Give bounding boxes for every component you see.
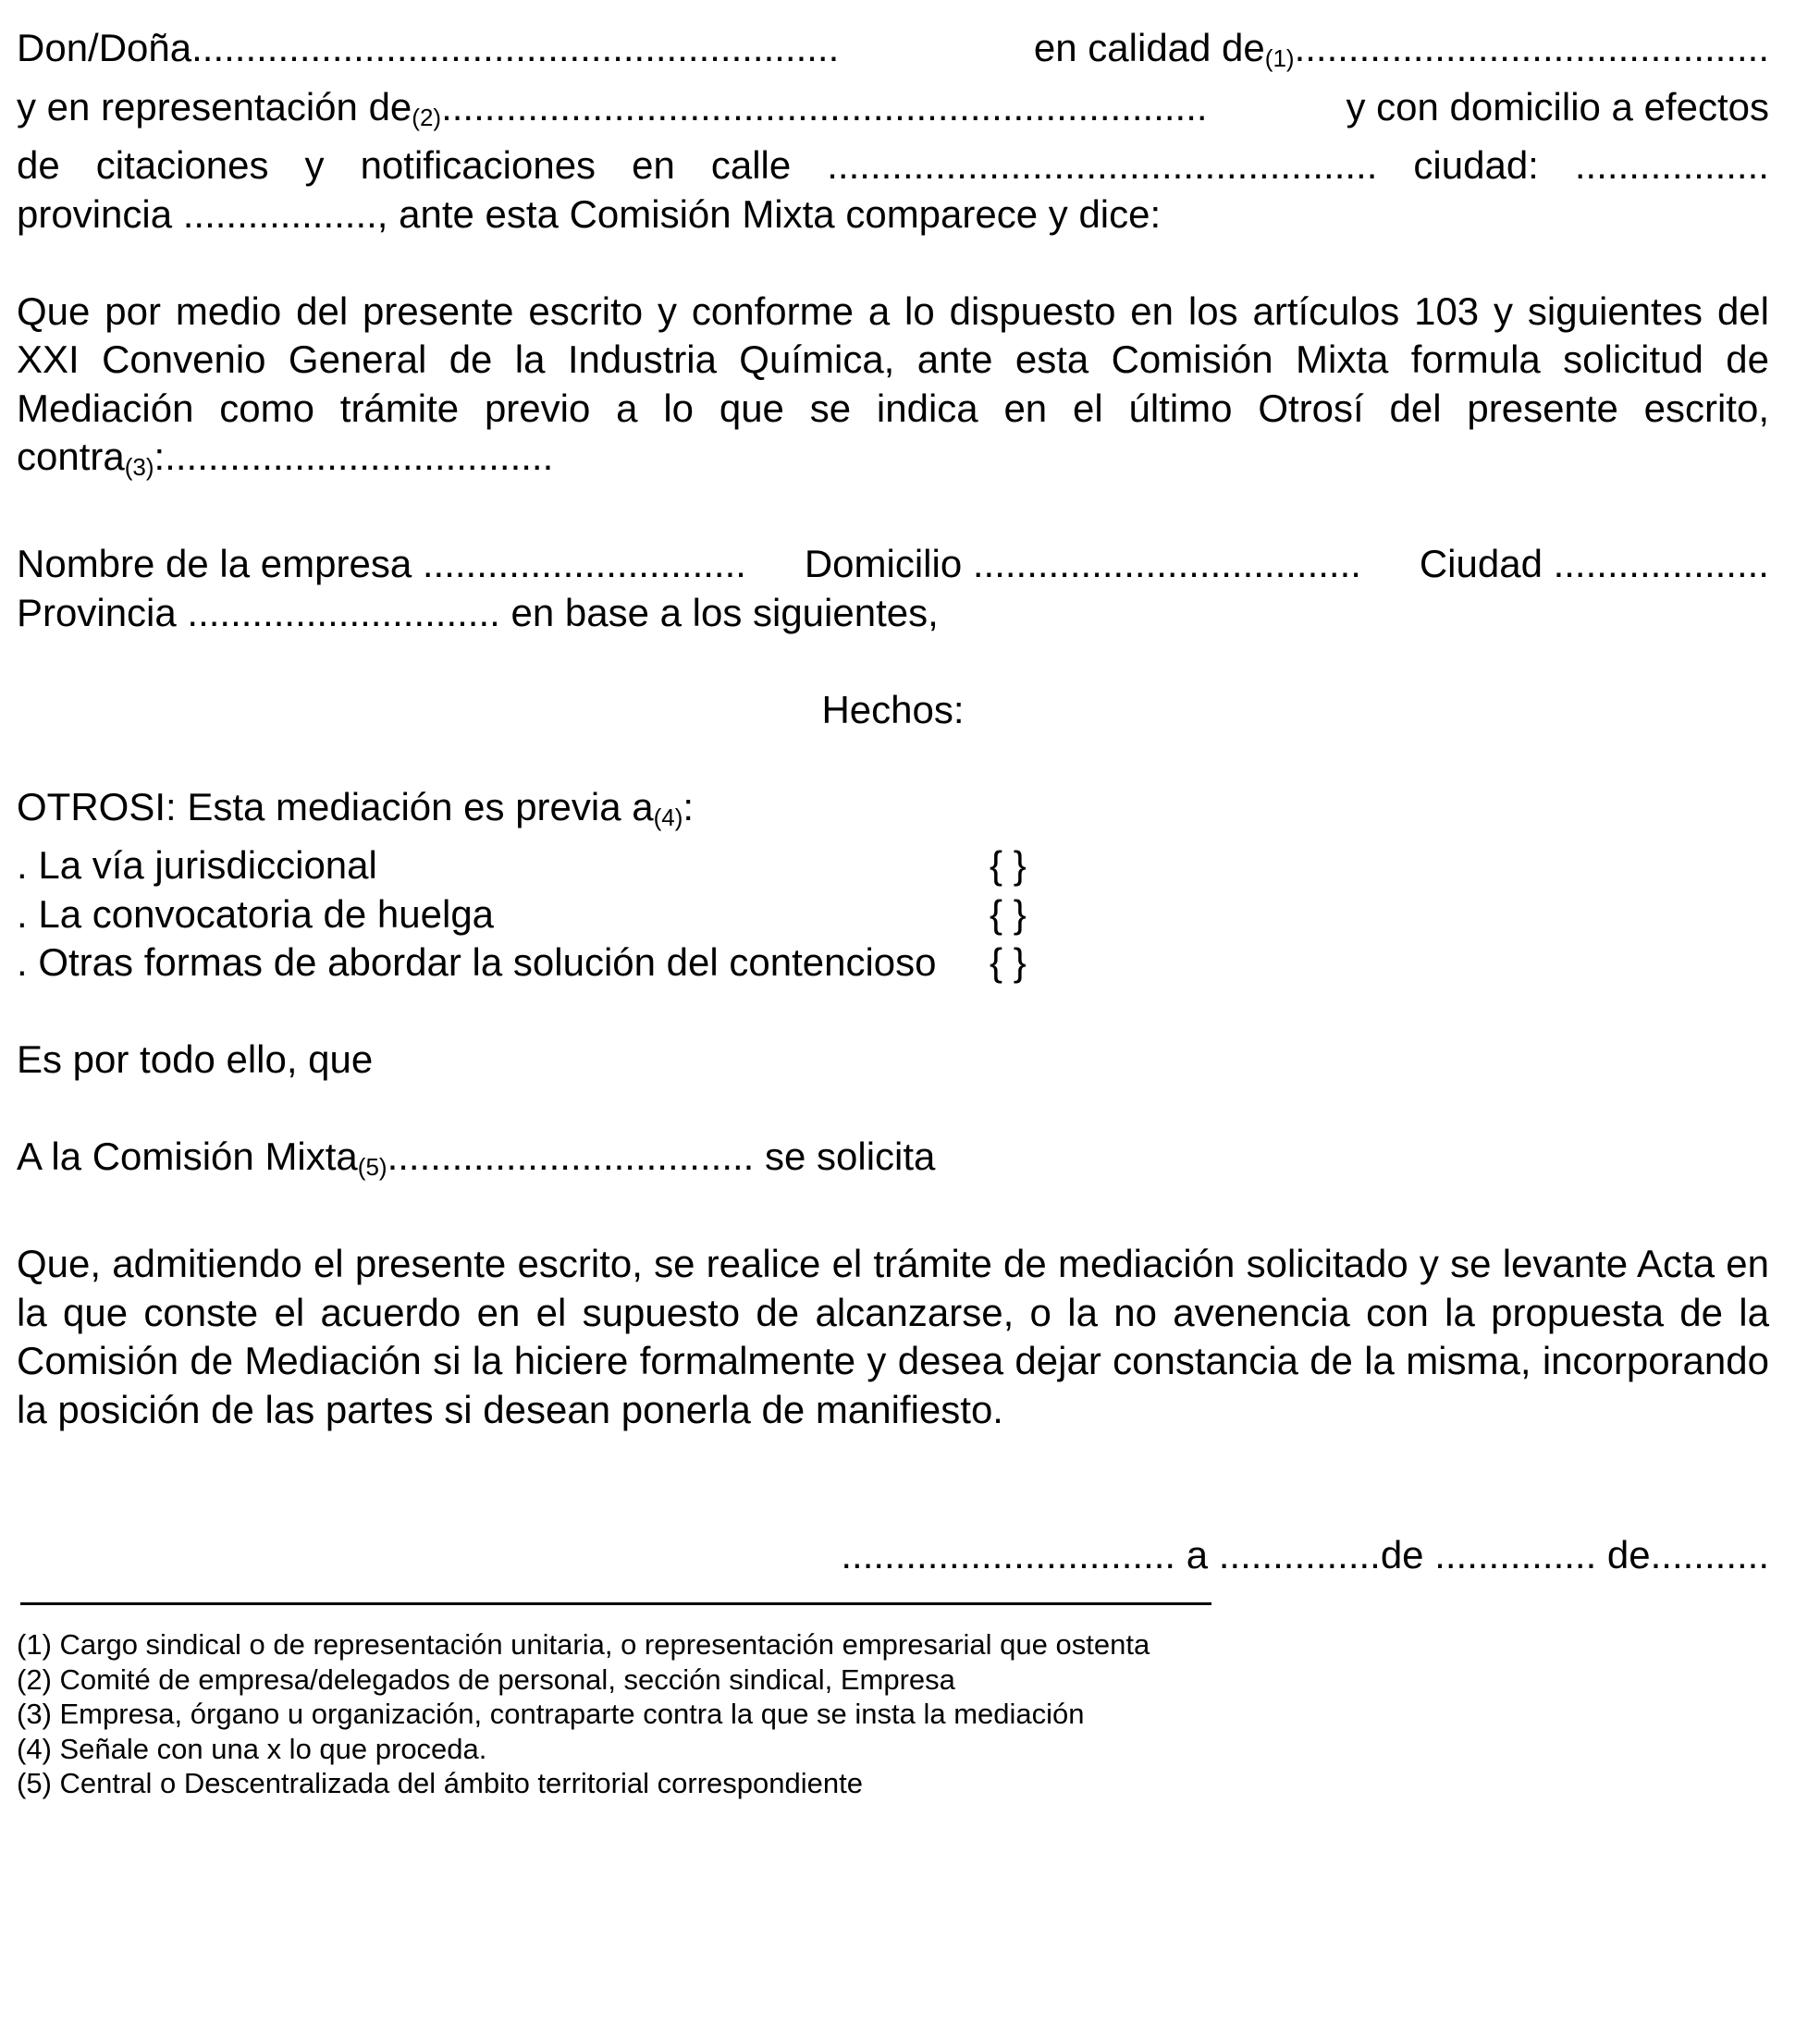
footnote-2: (2) Comité de empresa/delegados de personal, sección sindical, Empresa — [17, 1662, 955, 1696]
intro-paragraph: Que por medio del presente escrito y conforme a lo dispuesto en los artículos 103 y siguientes del XXI Convenio General de la Industria Química, ante esta Comisión Mixta formula solicitud de Mediación como trámite previo a lo que se indica en el último Otrosí del presente escrito, contra$_{(3)}$:.................................... — [17, 288, 1769, 481]
footnote-ref-3: (3) — [124, 453, 154, 481]
hechos-heading: Hechos: — [821, 687, 965, 731]
don-dona-field[interactable]: Don/Doña............................................................ — [17, 26, 840, 69]
es-por-line: Es por todo ello, que — [17, 1037, 374, 1081]
empresa-field[interactable]: Nombre de la empresa .............................. — [17, 542, 746, 585]
footnote-ref-1: (1) — [1264, 44, 1295, 72]
footnote-divider — [20, 1602, 1211, 1605]
final-paragraph: Que, admitiendo el presente escrito, se realice el trámite de mediación solicitado y se levante Acta en la que conste el acuerdo en el supuesto de alcanzarse, o la no avenencia con la propuesta de la Comisión de Mediación si la hiciere formalmente y desea dejar constancia de la misma, incorporando la posición de las partes si desean ponerla de manifiesto. — [17, 1242, 1769, 1431]
date-line[interactable]: ............................... a ...............de ............... de........... — [841, 1533, 1769, 1576]
comision-line: A la Comisión Mixta$_{(5)}$.................................. se solicita — [17, 1135, 936, 1181]
footnote-ref-5: (5) — [357, 1153, 387, 1181]
calle-field[interactable]: ................................................... — [827, 143, 1378, 187]
header-line-4[interactable]: provincia .................., ante esta Comisión Mixta comparece y dice: — [17, 191, 1162, 236]
checkbox-via-jurisdiccional[interactable]: { } — [990, 843, 1027, 887]
contra-field[interactable]: :.................................... — [154, 435, 554, 478]
otrosi-line: OTROSI: Esta mediación es previa $a_{(4)}$: — [17, 784, 695, 831]
footnote-4: (4) Señale con una x lo que proceda. — [17, 1732, 487, 1765]
footnote-ref-4: (4) — [653, 803, 683, 831]
option-via-jurisdiccional: . La vía jurisdiccional { } — [17, 841, 1769, 890]
footnote-5: (5) Central o Descentralizada del ámbito territorial correspondiente — [17, 1767, 863, 1799]
footnote-3: (3) Empresa, órgano u organización, contraparte contra la que se insta la mediación — [17, 1698, 1085, 1730]
form-document — [17, 24, 1769, 1580]
empresa-ciudad-field[interactable]: Ciudad .................... — [1419, 542, 1769, 585]
header-line-1 — [17, 24, 1769, 83]
footnote-1: (1) Cargo sindical o de representación unitaria, o representación empresarial que ostenta — [17, 1628, 1150, 1661]
calidad-field[interactable]: en calidad $de_{(1)}$............................................ — [1033, 26, 1769, 72]
footnote-ref-2: (2) — [412, 103, 442, 131]
empresa-line — [17, 540, 1769, 589]
comision-field[interactable]: .................................. se solicita — [387, 1135, 936, 1178]
option-convocatoria-huelga: . La convocatoria de huelga { } — [17, 890, 1769, 939]
domicilio-field[interactable]: Domicilio .................................... — [804, 542, 1361, 585]
checkbox-convocatoria-huelga[interactable]: { } — [990, 891, 1027, 936]
header-line-2 — [17, 83, 1769, 142]
ciudad-field[interactable]: .................. — [1574, 143, 1769, 187]
checkbox-otras-formas[interactable]: { } — [990, 940, 1027, 984]
provincia-line[interactable]: Provincia ............................. en base a los siguientes, — [17, 590, 939, 634]
header-line-3: de citaciones y notificaciones en calle ................................................... ciudad: .................. — [17, 141, 1769, 190]
representacion-field[interactable]: y en representación $de_{(2)}$....................................................................... — [17, 84, 1208, 131]
domicilio-label: y con domicilio a efectos — [1346, 84, 1769, 129]
option-otras-formas: . Otras formas de abordar la solución del contencioso { } — [17, 938, 1769, 987]
footnotes — [17, 1627, 1150, 1801]
